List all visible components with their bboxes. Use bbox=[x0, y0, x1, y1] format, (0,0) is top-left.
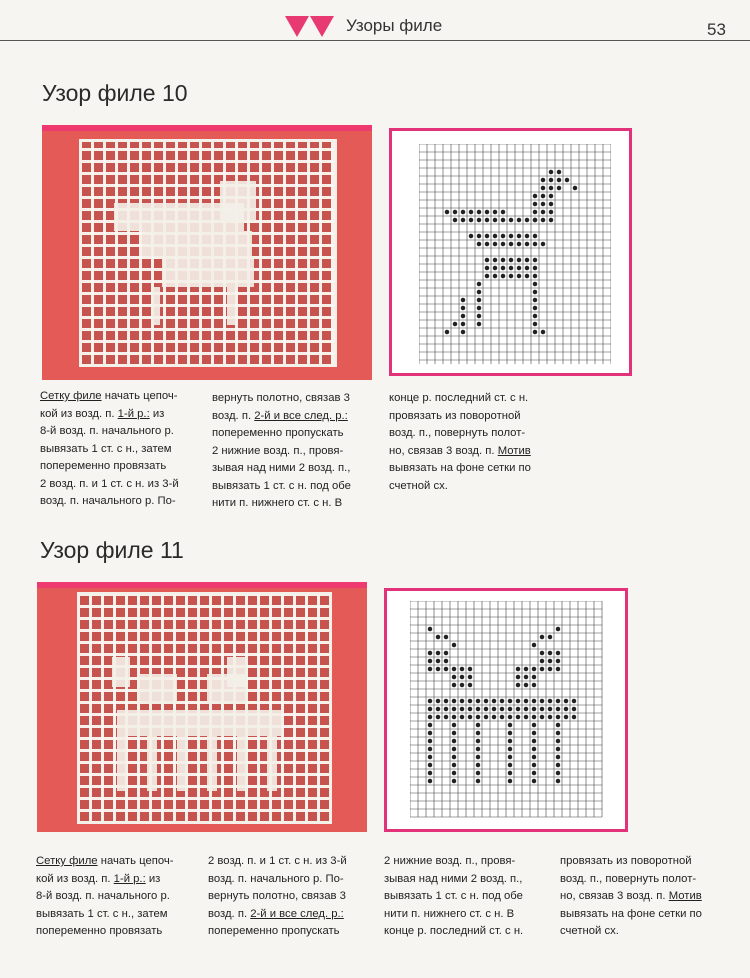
stitch-dot bbox=[548, 667, 552, 671]
stitch-dot bbox=[556, 715, 560, 719]
stitch-dot bbox=[492, 707, 496, 711]
stitch-dot bbox=[533, 218, 537, 222]
stitch-dot bbox=[564, 699, 568, 703]
stitch-dot bbox=[452, 667, 456, 671]
header-divider bbox=[0, 40, 750, 41]
stitch-dot bbox=[557, 170, 561, 174]
stitch-dot bbox=[476, 715, 480, 719]
stitch-dot bbox=[540, 699, 544, 703]
page-number: 53 bbox=[707, 20, 726, 39]
stitch-dot bbox=[508, 707, 512, 711]
stitch-dot bbox=[444, 651, 448, 655]
stitch-dot bbox=[541, 186, 545, 190]
stitch-dot bbox=[516, 675, 520, 679]
stitch-dot bbox=[461, 322, 465, 326]
stitch-dot bbox=[540, 635, 544, 639]
stitch-dot bbox=[428, 627, 432, 631]
stitch-dot bbox=[452, 755, 456, 759]
stitch-dot bbox=[461, 330, 465, 334]
stitch-dot bbox=[477, 306, 481, 310]
stitch-dot bbox=[476, 763, 480, 767]
stitch-dot bbox=[476, 699, 480, 703]
stitch-dot bbox=[469, 234, 473, 238]
stitch-dot bbox=[517, 258, 521, 262]
stitch-dot bbox=[444, 715, 448, 719]
header-bar bbox=[0, 0, 750, 42]
stitch-dot bbox=[477, 218, 481, 222]
pattern-10-text-col2: вернуть полотно, связав 3 возд. п. 2-й и все след. р.: попеременно пропускать 2 нижние возд. п., провя- зывая над ними 2 возд. п., вывязать 1 ст. с н. под обе нити п. нижнего ст. с н. В bbox=[212, 392, 351, 509]
stitch-dot bbox=[477, 242, 481, 246]
stitch-dot bbox=[453, 210, 457, 214]
stitch-dot bbox=[444, 659, 448, 663]
pattern-11-text-col1: Сетку филе начать цепоч- кой из возд. п. 1-й р.: из 8-й возд. п. начального р. вывязать 1 ст. с н., затем попеременно провязать bbox=[36, 855, 174, 937]
stitch-dot bbox=[516, 683, 520, 687]
stitch-dot bbox=[444, 667, 448, 671]
stitch-dot bbox=[436, 667, 440, 671]
stitch-dot bbox=[477, 210, 481, 214]
stitch-dot bbox=[428, 715, 432, 719]
stitch-dot bbox=[532, 699, 536, 703]
stitch-dot bbox=[540, 651, 544, 655]
stitch-dot bbox=[525, 274, 529, 278]
stitch-dot bbox=[541, 330, 545, 334]
stitch-dot bbox=[525, 218, 529, 222]
stitch-dot bbox=[501, 258, 505, 262]
stitch-dot bbox=[557, 186, 561, 190]
stitch-dot bbox=[501, 218, 505, 222]
stitch-dot bbox=[533, 322, 537, 326]
stitch-dot bbox=[452, 699, 456, 703]
stitch-dot bbox=[532, 707, 536, 711]
stitch-dot bbox=[460, 675, 464, 679]
stitch-dot bbox=[452, 747, 456, 751]
stitch-dot bbox=[500, 715, 504, 719]
stitch-dot bbox=[493, 210, 497, 214]
stitch-dot bbox=[541, 178, 545, 182]
stitch-dot bbox=[468, 715, 472, 719]
stitch-dot bbox=[549, 218, 553, 222]
stitch-dot bbox=[436, 659, 440, 663]
stitch-dot bbox=[461, 298, 465, 302]
stitch-dot bbox=[468, 667, 472, 671]
stitch-dot bbox=[540, 707, 544, 711]
stitch-dot bbox=[532, 739, 536, 743]
stitch-dot bbox=[444, 707, 448, 711]
stitch-dot bbox=[428, 651, 432, 655]
stitch-dot bbox=[476, 723, 480, 727]
stitch-dot bbox=[493, 242, 497, 246]
stitch-dot bbox=[533, 290, 537, 294]
stitch-dot bbox=[501, 274, 505, 278]
header-triangles-icon bbox=[285, 16, 335, 38]
stitch-dot bbox=[452, 715, 456, 719]
stitch-dot bbox=[460, 667, 464, 671]
stitch-dot bbox=[436, 707, 440, 711]
stitch-dot bbox=[452, 731, 456, 735]
stitch-dot bbox=[493, 218, 497, 222]
stitch-dot bbox=[573, 186, 577, 190]
stitch-dot bbox=[508, 779, 512, 783]
stitch-dot bbox=[452, 675, 456, 679]
pattern-11-text-col3: 2 нижние возд. п., провя- зывая над ними 2 возд. п., вывязать 1 ст. с н. под обе нити п. нижнего ст. с н. В конце р. последний ст. с н. bbox=[384, 855, 524, 937]
stitch-dot bbox=[452, 643, 456, 647]
stitch-dot bbox=[509, 234, 513, 238]
stitch-dot bbox=[524, 707, 528, 711]
stitch-dot bbox=[485, 258, 489, 262]
stitch-dot bbox=[572, 715, 576, 719]
stitch-dot bbox=[428, 739, 432, 743]
stitch-dot bbox=[428, 731, 432, 735]
stitch-dot bbox=[508, 739, 512, 743]
stitch-dot bbox=[501, 234, 505, 238]
stitch-dot bbox=[556, 651, 560, 655]
stitch-dot bbox=[476, 747, 480, 751]
stitch-dot bbox=[532, 715, 536, 719]
stitch-dot bbox=[517, 234, 521, 238]
stitch-dot bbox=[452, 739, 456, 743]
stitch-dot bbox=[532, 755, 536, 759]
stitch-dot bbox=[533, 274, 537, 278]
stitch-dot bbox=[477, 234, 481, 238]
stitch-dot bbox=[533, 298, 537, 302]
stitch-dot bbox=[549, 170, 553, 174]
stitch-dot bbox=[516, 715, 520, 719]
stitch-dot bbox=[428, 779, 432, 783]
stitch-dot bbox=[453, 218, 457, 222]
stitch-dot bbox=[508, 747, 512, 751]
stitch-dot bbox=[428, 699, 432, 703]
stitch-dot bbox=[548, 635, 552, 639]
stitch-dot bbox=[493, 234, 497, 238]
stitch-dot bbox=[476, 739, 480, 743]
stitch-dot bbox=[493, 274, 497, 278]
stitch-dot bbox=[524, 675, 528, 679]
stitch-dot bbox=[516, 667, 520, 671]
stitch-dot bbox=[556, 707, 560, 711]
stitch-dot bbox=[453, 322, 457, 326]
stitch-dot bbox=[525, 266, 529, 270]
stitch-dot bbox=[517, 242, 521, 246]
stitch-dot bbox=[493, 266, 497, 270]
stitch-dot bbox=[452, 763, 456, 767]
stitch-dot bbox=[508, 755, 512, 759]
stitch-dot bbox=[461, 218, 465, 222]
stitch-dot bbox=[477, 298, 481, 302]
stitch-dot bbox=[509, 274, 513, 278]
stitch-dot bbox=[525, 234, 529, 238]
stitch-dot bbox=[549, 210, 553, 214]
stitch-dot bbox=[549, 194, 553, 198]
stitch-dot bbox=[533, 242, 537, 246]
stitch-dot bbox=[524, 699, 528, 703]
stitch-dot bbox=[436, 699, 440, 703]
stitch-dot bbox=[533, 306, 537, 310]
stitch-dot bbox=[540, 659, 544, 663]
stitch-dot bbox=[468, 707, 472, 711]
stitch-dot bbox=[500, 707, 504, 711]
stitch-dot bbox=[476, 779, 480, 783]
stitch-dot bbox=[501, 242, 505, 246]
stitch-dot bbox=[572, 699, 576, 703]
stitch-dot bbox=[556, 739, 560, 743]
stitch-dot bbox=[428, 723, 432, 727]
stitch-dot bbox=[428, 667, 432, 671]
stitch-dot bbox=[508, 731, 512, 735]
stitch-dot bbox=[485, 218, 489, 222]
stitch-dot bbox=[565, 178, 569, 182]
stitch-dot bbox=[468, 699, 472, 703]
stitch-dot bbox=[452, 771, 456, 775]
stitch-dot bbox=[508, 763, 512, 767]
stitch-dot bbox=[436, 651, 440, 655]
stitch-dot bbox=[428, 747, 432, 751]
stitch-dot bbox=[541, 202, 545, 206]
stitch-dot bbox=[541, 194, 545, 198]
stitch-dot bbox=[468, 683, 472, 687]
stitch-dot bbox=[556, 699, 560, 703]
stitch-dot bbox=[485, 266, 489, 270]
stitch-dot bbox=[492, 699, 496, 703]
stitch-dot bbox=[476, 755, 480, 759]
stitch-dot bbox=[548, 699, 552, 703]
stitch-dot bbox=[517, 218, 521, 222]
pattern-11-grid bbox=[410, 601, 608, 821]
stitch-dot bbox=[548, 707, 552, 711]
stitch-dot bbox=[556, 723, 560, 727]
stitch-dot bbox=[476, 731, 480, 735]
stitch-dot bbox=[532, 723, 536, 727]
stitch-dot bbox=[493, 258, 497, 262]
stitch-dot bbox=[556, 747, 560, 751]
stitch-dot bbox=[477, 322, 481, 326]
stitch-dot bbox=[541, 210, 545, 214]
stitch-dot bbox=[428, 763, 432, 767]
stitch-dot bbox=[533, 266, 537, 270]
stitch-dot bbox=[532, 731, 536, 735]
stitch-dot bbox=[485, 274, 489, 278]
pattern-10-grid bbox=[419, 144, 611, 364]
stitch-dot bbox=[556, 779, 560, 783]
stitch-dot bbox=[476, 707, 480, 711]
stitch-dot bbox=[556, 755, 560, 759]
stitch-dot bbox=[477, 290, 481, 294]
stitch-dot bbox=[452, 707, 456, 711]
stitch-dot bbox=[500, 699, 504, 703]
stitch-dot bbox=[524, 683, 528, 687]
stitch-dot bbox=[509, 258, 513, 262]
stitch-dot bbox=[564, 715, 568, 719]
stitch-dot bbox=[556, 659, 560, 663]
stitch-dot bbox=[540, 667, 544, 671]
stitch-dot bbox=[444, 635, 448, 639]
stitch-dot bbox=[549, 186, 553, 190]
pattern-11-text-col2: 2 возд. п. и 1 ст. с н. из 3-й возд. п. начального р. По- вернуть полотно, связав 3 возд. п. 2-й и все след. р.: попеременно пропускать bbox=[208, 855, 347, 937]
stitch-dot bbox=[452, 779, 456, 783]
stitch-dot bbox=[532, 779, 536, 783]
stitch-dot bbox=[556, 627, 560, 631]
stitch-dot bbox=[444, 699, 448, 703]
pattern-11-chart bbox=[384, 588, 628, 832]
stitch-dot bbox=[533, 194, 537, 198]
stitch-dot bbox=[517, 274, 521, 278]
stitch-dot bbox=[508, 771, 512, 775]
stitch-dot bbox=[548, 715, 552, 719]
stitch-dot bbox=[460, 699, 464, 703]
stitch-dot bbox=[532, 683, 536, 687]
pattern-10-text-col1: Сетку филе начать цепоч- кой из возд. п. 1-й р.: из 8-й возд. п. начального р. вывязать 1 ст. с н., затем попеременно провязать 2 возд. п. и 1 ст. с н. из 3-й возд. п. начального р. По- bbox=[40, 390, 179, 507]
stitch-dot bbox=[557, 178, 561, 182]
stitch-dot bbox=[484, 707, 488, 711]
stitch-dot bbox=[549, 178, 553, 182]
stitch-dot bbox=[548, 651, 552, 655]
stitch-dot bbox=[556, 667, 560, 671]
stitch-dot bbox=[460, 707, 464, 711]
stitch-dot bbox=[508, 715, 512, 719]
stitch-dot bbox=[533, 314, 537, 318]
stitch-dot bbox=[533, 234, 537, 238]
stitch-dot bbox=[541, 242, 545, 246]
stitch-dot bbox=[556, 763, 560, 767]
stitch-dot bbox=[492, 715, 496, 719]
stitch-dot bbox=[508, 699, 512, 703]
stitch-dot bbox=[485, 242, 489, 246]
stitch-dot bbox=[572, 707, 576, 711]
stitch-dot bbox=[428, 771, 432, 775]
stitch-dot bbox=[461, 210, 465, 214]
stitch-dot bbox=[476, 771, 480, 775]
stitch-dot bbox=[484, 699, 488, 703]
stitch-dot bbox=[532, 643, 536, 647]
stitch-dot bbox=[532, 763, 536, 767]
stitch-dot bbox=[509, 242, 513, 246]
stitch-dot bbox=[532, 675, 536, 679]
stitch-dot bbox=[533, 210, 537, 214]
stitch-dot bbox=[516, 707, 520, 711]
stitch-dot bbox=[533, 258, 537, 262]
stitch-dot bbox=[428, 659, 432, 663]
stitch-dot bbox=[501, 210, 505, 214]
pattern-10-photo bbox=[42, 125, 372, 380]
stitch-dot bbox=[485, 234, 489, 238]
stitch-dot bbox=[485, 210, 489, 214]
stitch-dot bbox=[428, 707, 432, 711]
stitch-dot bbox=[540, 715, 544, 719]
stitch-dot bbox=[428, 755, 432, 759]
stitch-dot bbox=[525, 258, 529, 262]
stitch-dot bbox=[469, 210, 473, 214]
stitch-dot bbox=[460, 683, 464, 687]
pattern-10-heading: Узор филе 10 bbox=[42, 80, 188, 106]
stitch-dot bbox=[517, 266, 521, 270]
stitch-dot bbox=[452, 683, 456, 687]
stitch-dot bbox=[533, 330, 537, 334]
pattern-10-chart bbox=[389, 128, 632, 376]
stitch-dot bbox=[516, 699, 520, 703]
stitch-dot bbox=[461, 306, 465, 310]
stitch-dot bbox=[524, 715, 528, 719]
stitch-dot bbox=[509, 266, 513, 270]
stitch-dot bbox=[469, 218, 473, 222]
stitch-dot bbox=[564, 707, 568, 711]
stitch-dot bbox=[533, 202, 537, 206]
crochet-square bbox=[77, 592, 332, 824]
stitch-dot bbox=[508, 723, 512, 727]
stitch-dot bbox=[556, 771, 560, 775]
pattern-11-photo bbox=[37, 582, 367, 832]
stitch-dot bbox=[468, 675, 472, 679]
stitch-dot bbox=[436, 635, 440, 639]
section-title: Узоры филе bbox=[346, 16, 443, 35]
stitch-dot bbox=[445, 330, 449, 334]
stitch-dot bbox=[477, 282, 481, 286]
stitch-dot bbox=[484, 715, 488, 719]
stitch-dot bbox=[533, 282, 537, 286]
stitch-dot bbox=[548, 659, 552, 663]
stitch-dot bbox=[452, 723, 456, 727]
stitch-dot bbox=[541, 218, 545, 222]
stitch-dot bbox=[524, 667, 528, 671]
stitch-dot bbox=[445, 210, 449, 214]
stitch-dot bbox=[532, 771, 536, 775]
pattern-11-heading: Узор филе 11 bbox=[40, 537, 184, 563]
pattern-10-text-col3: конце р. последний ст. с н. провязать из поворотной возд. п., повернуть полот- но, связав 3 возд. п. Мотив вывязать на фоне сетки по счетной сх. bbox=[389, 392, 531, 492]
stitch-dot bbox=[556, 731, 560, 735]
stitch-dot bbox=[532, 747, 536, 751]
stitch-dot bbox=[532, 667, 536, 671]
stitch-dot bbox=[461, 314, 465, 318]
stitch-dot bbox=[436, 715, 440, 719]
stitch-dot bbox=[509, 218, 513, 222]
stitch-dot bbox=[525, 242, 529, 246]
stitch-dot bbox=[460, 715, 464, 719]
stitch-dot bbox=[477, 314, 481, 318]
stitch-dot bbox=[549, 202, 553, 206]
stitch-dot bbox=[501, 266, 505, 270]
pattern-11-text-col4: провязать из поворотной возд. п., повернуть полот- но, связав 3 возд. п. Мотив вывязать на фоне сетки по счетной сх. bbox=[560, 855, 702, 937]
